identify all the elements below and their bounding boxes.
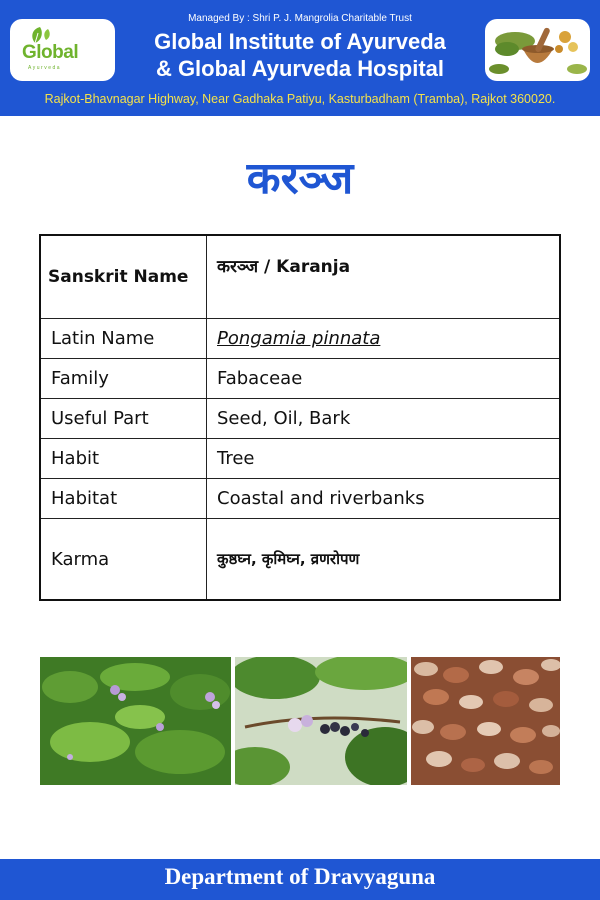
institute-name-line2: & Global Ayurveda Hospital — [155, 56, 445, 81]
logo-subtext: Ayurveda — [28, 65, 62, 71]
row-value: Coastal and riverbanks — [207, 479, 561, 519]
row-label: Useful Part — [40, 399, 207, 439]
karanja-seeds-photo — [411, 657, 560, 785]
row-value: Tree — [207, 439, 561, 479]
institute-name — [120, 28, 480, 82]
address-line: Rajkot-Bhavnagar Highway, Near Gadhaka Patiyu, Kasturbadham (Tramba), Rajkot 360020. — [44, 92, 556, 106]
herb-info-table — [39, 234, 561, 601]
table-row-sanskrit-name — [40, 235, 560, 319]
row-value: Seed, Oil, Bark — [207, 399, 561, 439]
row-label: Latin Name — [40, 319, 207, 359]
table-row-karma — [40, 519, 560, 601]
row-value: करञ्ज / Karanja — [207, 235, 561, 319]
row-value — [207, 319, 561, 359]
institute-name-line1: Global Institute of Ayurveda — [154, 29, 446, 54]
herbs-mortar-image — [485, 19, 590, 81]
managed-by-text: Managed By : Shri P. J. Mangrolia Charitable Trust — [188, 13, 412, 24]
global-ayurveda-logo — [10, 19, 115, 81]
karanja-flowers-branch-photo — [235, 657, 407, 785]
row-label: Family — [40, 359, 207, 399]
table-row-habit — [40, 439, 560, 479]
row-label: Habit — [40, 439, 207, 479]
table-row-family — [40, 359, 560, 399]
logo-text: Global — [22, 42, 79, 63]
table-row-useful-part — [40, 399, 560, 439]
row-label: Sanskrit Name — [40, 235, 207, 319]
row-value: Fabaceae — [207, 359, 561, 399]
row-label: Habitat — [40, 479, 207, 519]
department-name: Department of Dravyaguna — [164, 864, 436, 889]
row-value: कुष्ठघ्न, कृमिघ्न, व्रणरोपण — [207, 519, 561, 601]
table-row-latin-name — [40, 319, 560, 359]
page-title: करञ्ज — [246, 153, 354, 204]
row-label: Karma — [40, 519, 207, 601]
latin-name-value: Pongamia pinnata — [217, 328, 381, 349]
table-row-habitat — [40, 479, 560, 519]
karanja-flowering-shrub-photo — [40, 657, 231, 785]
